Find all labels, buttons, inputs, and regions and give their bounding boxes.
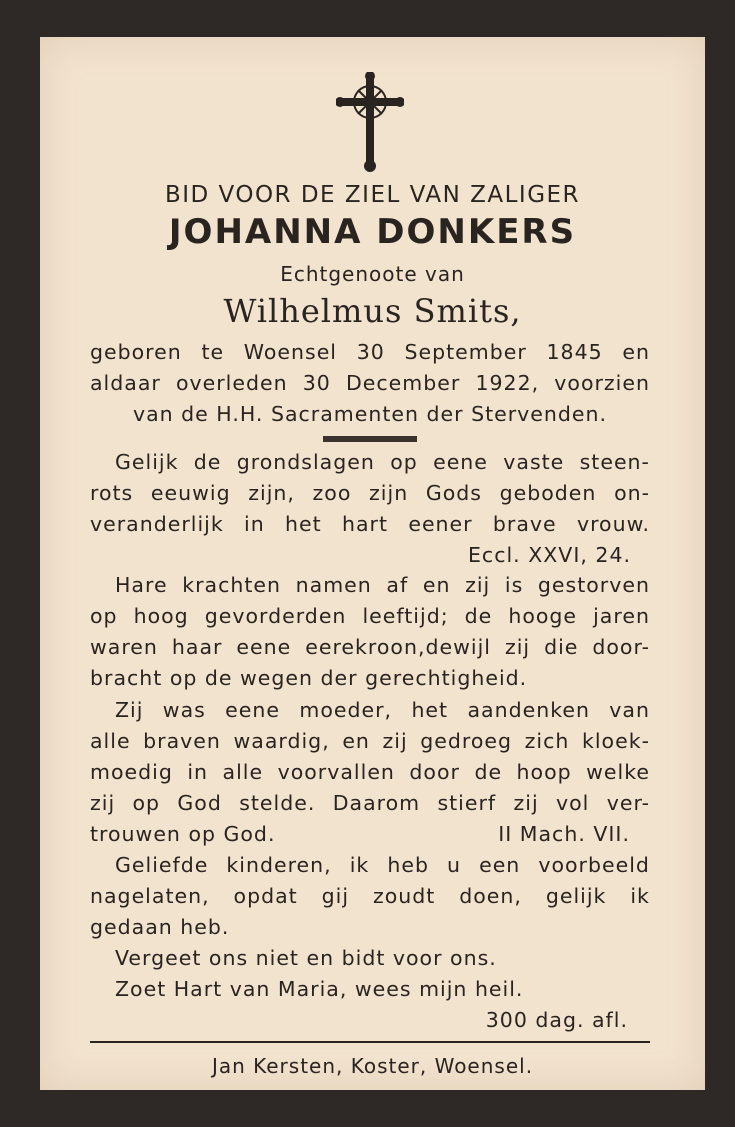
text-word: en bbox=[622, 340, 650, 364]
text-word: alle bbox=[222, 760, 264, 784]
text-word: hoop bbox=[516, 760, 572, 784]
text-word: de bbox=[193, 450, 222, 474]
text-word: vaste bbox=[503, 450, 565, 474]
text-line: bracht op de wegen der gerechtigheid. bbox=[90, 666, 528, 690]
text-word: braven bbox=[143, 729, 221, 753]
text-word: zij bbox=[90, 791, 116, 815]
text-word: God bbox=[177, 791, 222, 815]
text-word: hooge bbox=[508, 604, 578, 628]
text-word: te bbox=[201, 340, 225, 364]
text-word: een bbox=[479, 853, 521, 877]
text-word: leeftijd; bbox=[362, 604, 449, 628]
text-word: gevorderden bbox=[204, 604, 347, 628]
footer-divider bbox=[90, 1041, 650, 1043]
text-word: Woensel bbox=[243, 340, 338, 364]
text-word: u bbox=[447, 853, 462, 877]
text-word: zij bbox=[382, 729, 408, 753]
deceased-name: JOHANNA DONKERS bbox=[168, 212, 577, 252]
text-word: jaren bbox=[593, 604, 650, 628]
text-word: gestorven bbox=[537, 573, 650, 597]
text-word: het bbox=[411, 698, 449, 722]
text-line: Zoet Hart van Maria, wees mijn heil. bbox=[115, 977, 524, 1001]
text-word: ik bbox=[349, 853, 370, 877]
text-word: op bbox=[90, 604, 118, 628]
death-line bbox=[90, 371, 650, 395]
text-word: brave bbox=[492, 512, 557, 536]
text-line bbox=[90, 760, 650, 784]
text-word: doen, bbox=[459, 884, 522, 908]
text-word: krachten bbox=[182, 573, 281, 597]
scripture-reference: II Mach. VII. bbox=[498, 822, 630, 846]
text-word: stelde. bbox=[239, 791, 316, 815]
text-word: die bbox=[544, 635, 579, 659]
text-word: waren bbox=[90, 635, 158, 659]
text-word: van bbox=[609, 698, 650, 722]
text-word: door bbox=[409, 760, 460, 784]
text-word: waardig, bbox=[233, 729, 330, 753]
text-word: veranderlijk bbox=[90, 512, 224, 536]
text-word: kloek- bbox=[581, 729, 650, 753]
text-word: aldaar bbox=[90, 371, 161, 395]
text-line bbox=[115, 450, 650, 474]
text-line bbox=[90, 604, 650, 628]
text-line: trouwen op God. II Mach. VII. bbox=[90, 822, 630, 846]
text-line bbox=[90, 512, 650, 536]
text-word: de bbox=[474, 760, 503, 784]
spouse-name: Wilhelmus Smits, bbox=[223, 292, 522, 330]
text-word: haar bbox=[171, 635, 223, 659]
text-word: overleden bbox=[175, 371, 288, 395]
text-word: door- bbox=[592, 635, 650, 659]
ornamental-divider bbox=[323, 436, 417, 442]
text-word: on- bbox=[614, 481, 650, 505]
text-word: eerekroon,dewijl bbox=[305, 635, 491, 659]
text-word: Hare bbox=[115, 573, 168, 597]
text-word: heb bbox=[387, 853, 429, 877]
text-word: de bbox=[464, 604, 493, 628]
text-line bbox=[115, 853, 650, 877]
text-word: eene bbox=[225, 698, 281, 722]
text-word: December bbox=[345, 371, 461, 395]
scripture-reference: Eccl. XXVI, 24. bbox=[467, 543, 631, 567]
text-word: ik bbox=[630, 884, 650, 908]
cross-icon bbox=[336, 72, 404, 176]
text-word: welke bbox=[586, 760, 650, 784]
text-line bbox=[90, 729, 650, 753]
text-word: zij bbox=[504, 635, 531, 659]
text-word: ver- bbox=[606, 791, 650, 815]
text-word: moedig bbox=[90, 760, 173, 784]
text-word: eeuwig bbox=[150, 481, 231, 505]
text-word: kinderen, bbox=[226, 853, 332, 877]
text-word: moeder, bbox=[299, 698, 393, 722]
text-word: rots bbox=[90, 481, 134, 505]
text-word: gedroeg bbox=[420, 729, 513, 753]
text-word: en bbox=[342, 729, 370, 753]
text-word: 1922, bbox=[475, 371, 540, 395]
text-line: Vergeet ons niet en bidt voor ons. bbox=[115, 946, 497, 970]
text-word: zijn, bbox=[248, 481, 295, 505]
text-word: eene bbox=[433, 450, 488, 474]
text-word: gij bbox=[321, 884, 350, 908]
text-word: nagelaten, bbox=[90, 884, 210, 908]
text-word: zoudt bbox=[372, 884, 436, 908]
text-word: het bbox=[285, 512, 322, 536]
birth-line bbox=[90, 340, 650, 364]
text-line bbox=[90, 791, 650, 815]
text-word: eener bbox=[408, 512, 473, 536]
text-line: gedaan heb. bbox=[90, 915, 230, 939]
text-line bbox=[115, 698, 650, 722]
text-word: namen bbox=[295, 573, 372, 597]
text-word: Zij bbox=[115, 698, 144, 722]
text-word: Daarom bbox=[332, 791, 421, 815]
text-word: zij bbox=[513, 791, 539, 815]
text-word: in bbox=[244, 512, 265, 536]
text-line bbox=[90, 884, 650, 908]
text-word: af bbox=[386, 573, 409, 597]
text-word: zijn bbox=[369, 481, 409, 505]
text-line bbox=[90, 481, 650, 505]
text-word: voorbeeld bbox=[538, 853, 650, 877]
text-word: eene bbox=[236, 635, 292, 659]
text-word: op bbox=[132, 791, 161, 815]
spouse-intro: Echtgenoote van bbox=[280, 262, 465, 286]
text-word: vrouw. bbox=[576, 512, 650, 536]
text-word: voorzien bbox=[554, 371, 650, 395]
text-word: was bbox=[162, 698, 206, 722]
text-word: opdat bbox=[233, 884, 298, 908]
text-word: steen- bbox=[579, 450, 650, 474]
text-word: grondslagen bbox=[236, 450, 375, 474]
text-word: vol bbox=[555, 791, 590, 815]
text-word: voorvallen bbox=[277, 760, 395, 784]
text-word: zoo bbox=[312, 481, 352, 505]
text-word: September bbox=[404, 340, 527, 364]
text-word: 1845 bbox=[546, 340, 603, 364]
text-word: 30 bbox=[356, 340, 385, 364]
prayer-heading: BID VOOR DE ZIEL VAN ZALIGER bbox=[164, 182, 581, 208]
text-line bbox=[115, 573, 650, 597]
text-word: in bbox=[187, 760, 209, 784]
text-word: zij bbox=[465, 573, 491, 597]
text-word: 30 bbox=[302, 371, 331, 395]
text-word: aandenken bbox=[467, 698, 590, 722]
text-word: is bbox=[504, 573, 524, 597]
text-word: gelijk bbox=[545, 884, 607, 908]
text-word: Gods bbox=[425, 481, 482, 505]
text-word: hoog bbox=[133, 604, 189, 628]
text-word: Geliefde bbox=[115, 853, 209, 877]
text-word: en bbox=[422, 573, 451, 597]
text-word: geboden bbox=[499, 481, 597, 505]
sacraments-line: van de H.H. Sacramenten der Stervenden. bbox=[132, 402, 608, 426]
indulgence-note: 300 dag. afl. bbox=[485, 1008, 628, 1032]
text-line bbox=[90, 635, 650, 659]
text-word: hart bbox=[342, 512, 389, 536]
printer-credit: Jan Kersten, Koster, Woensel. bbox=[211, 1054, 534, 1078]
text-word: geboren bbox=[90, 340, 182, 364]
text-word: stierf bbox=[437, 791, 497, 815]
text-word: Gelijk bbox=[115, 450, 179, 474]
text-word: op bbox=[390, 450, 418, 474]
text-word: alle bbox=[90, 729, 131, 753]
text-word: zich bbox=[524, 729, 570, 753]
